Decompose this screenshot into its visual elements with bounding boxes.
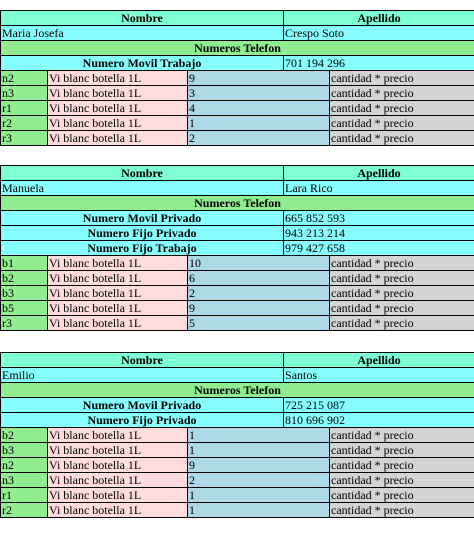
order-product: Vi blanc botella 1L bbox=[48, 316, 188, 331]
order-code: n2 bbox=[1, 71, 48, 86]
order-code: r2 bbox=[1, 503, 48, 518]
order-product: Vi blanc botella 1L bbox=[48, 256, 188, 271]
phone-label: Numero Fijo Privado bbox=[1, 413, 284, 428]
phone-number: 979 427 658 bbox=[284, 241, 474, 256]
order-formula: cantidad * precio bbox=[330, 71, 474, 86]
phone-number: 665 852 593 bbox=[284, 211, 474, 226]
order-formula: cantidad * precio bbox=[330, 271, 474, 286]
order-quantity: 3 bbox=[188, 86, 330, 101]
order-product: Vi blanc botella 1L bbox=[48, 86, 188, 101]
order-row bbox=[1, 488, 474, 503]
order-product: Vi blanc botella 1L bbox=[48, 458, 188, 473]
order-product: Vi blanc botella 1L bbox=[48, 443, 188, 458]
phone-label: Numero Fijo Trabajo bbox=[1, 241, 284, 256]
order-code: r1 bbox=[1, 101, 48, 116]
order-row bbox=[1, 131, 474, 146]
order-quantity: 2 bbox=[188, 473, 330, 488]
apellido-header: Apellido bbox=[284, 353, 474, 368]
order-product: Vi blanc botella 1L bbox=[48, 71, 188, 86]
order-row bbox=[1, 316, 474, 331]
apellido-header: Apellido bbox=[284, 11, 474, 26]
phone-label: Numero Movil Privado bbox=[1, 398, 284, 413]
order-product: Vi blanc botella 1L bbox=[48, 101, 188, 116]
order-code: b2 bbox=[1, 271, 48, 286]
order-product: Vi blanc botella 1L bbox=[48, 286, 188, 301]
customer-name: Emilio bbox=[1, 368, 284, 383]
order-code: n2 bbox=[1, 458, 48, 473]
order-code: r3 bbox=[1, 316, 48, 331]
customer-name: Manuela bbox=[1, 181, 284, 196]
order-product: Vi blanc botella 1L bbox=[48, 473, 188, 488]
order-product: Vi blanc botella 1L bbox=[48, 488, 188, 503]
customer-table bbox=[0, 10, 474, 146]
order-quantity: 9 bbox=[188, 301, 330, 316]
order-product: Vi blanc botella 1L bbox=[48, 271, 188, 286]
phone-number: 725 215 087 bbox=[284, 398, 474, 413]
order-product: Vi blanc botella 1L bbox=[48, 116, 188, 131]
order-quantity: 1 bbox=[188, 428, 330, 443]
order-code: r1 bbox=[1, 488, 48, 503]
customer-card bbox=[0, 10, 474, 146]
phone-label: Numero Movil Privado bbox=[1, 211, 284, 226]
order-row bbox=[1, 428, 474, 443]
order-formula: cantidad * precio bbox=[330, 86, 474, 101]
order-row bbox=[1, 271, 474, 286]
order-quantity: 1 bbox=[188, 503, 330, 518]
order-row bbox=[1, 473, 474, 488]
customer-surname: Lara Rico bbox=[284, 181, 474, 196]
order-quantity: 4 bbox=[188, 101, 330, 116]
order-code: r3 bbox=[1, 131, 48, 146]
order-quantity: 9 bbox=[188, 458, 330, 473]
order-product: Vi blanc botella 1L bbox=[48, 428, 188, 443]
customer-surname: Santos bbox=[284, 368, 474, 383]
phone-label: Numero Movil Trabajo bbox=[1, 56, 284, 71]
order-row bbox=[1, 286, 474, 301]
order-product: Vi blanc botella 1L bbox=[48, 131, 188, 146]
order-quantity: 6 bbox=[188, 271, 330, 286]
order-row bbox=[1, 458, 474, 473]
order-formula: cantidad * precio bbox=[330, 503, 474, 518]
order-row bbox=[1, 301, 474, 316]
order-formula: cantidad * precio bbox=[330, 458, 474, 473]
order-row bbox=[1, 86, 474, 101]
order-row bbox=[1, 443, 474, 458]
customer-table bbox=[0, 165, 474, 331]
nombre-header: Nombre bbox=[1, 353, 284, 368]
order-quantity: 2 bbox=[188, 131, 330, 146]
order-code: b2 bbox=[1, 428, 48, 443]
order-formula: cantidad * precio bbox=[330, 101, 474, 116]
order-quantity: 5 bbox=[188, 316, 330, 331]
customer-table bbox=[0, 352, 474, 518]
order-row bbox=[1, 116, 474, 131]
order-code: b3 bbox=[1, 443, 48, 458]
customer-card bbox=[0, 352, 474, 518]
order-formula: cantidad * precio bbox=[330, 473, 474, 488]
order-quantity: 1 bbox=[188, 116, 330, 131]
phone-number: 943 213 214 bbox=[284, 226, 474, 241]
order-row bbox=[1, 71, 474, 86]
order-formula: cantidad * precio bbox=[330, 116, 474, 131]
order-formula: cantidad * precio bbox=[330, 443, 474, 458]
order-quantity: 1 bbox=[188, 443, 330, 458]
order-row bbox=[1, 256, 474, 271]
order-code: n3 bbox=[1, 473, 48, 488]
order-formula: cantidad * precio bbox=[330, 301, 474, 316]
order-code: n3 bbox=[1, 86, 48, 101]
customer-card bbox=[0, 165, 474, 331]
order-formula: cantidad * precio bbox=[330, 428, 474, 443]
phones-header: Numeros Telefon bbox=[1, 196, 474, 211]
order-quantity: 1 bbox=[188, 488, 330, 503]
order-product: Vi blanc botella 1L bbox=[48, 503, 188, 518]
order-code: b5 bbox=[1, 301, 48, 316]
order-formula: cantidad * precio bbox=[330, 131, 474, 146]
order-quantity: 10 bbox=[188, 256, 330, 271]
order-row bbox=[1, 101, 474, 116]
phone-number: 810 696 902 bbox=[284, 413, 474, 428]
order-row bbox=[1, 503, 474, 518]
order-code: r2 bbox=[1, 116, 48, 131]
phones-header: Numeros Telefon bbox=[1, 41, 474, 56]
order-formula: cantidad * precio bbox=[330, 488, 474, 503]
phones-header: Numeros Telefon bbox=[1, 383, 474, 398]
nombre-header: Nombre bbox=[1, 11, 284, 26]
phone-number: 701 194 296 bbox=[284, 56, 474, 71]
order-product: Vi blanc botella 1L bbox=[48, 301, 188, 316]
order-code: b1 bbox=[1, 256, 48, 271]
order-formula: cantidad * precio bbox=[330, 316, 474, 331]
nombre-header: Nombre bbox=[1, 166, 284, 181]
customer-surname: Crespo Soto bbox=[284, 26, 474, 41]
apellido-header: Apellido bbox=[284, 166, 474, 181]
order-formula: cantidad * precio bbox=[330, 256, 474, 271]
order-formula: cantidad * precio bbox=[330, 286, 474, 301]
order-code: b3 bbox=[1, 286, 48, 301]
customer-name: Maria Josefa bbox=[1, 26, 284, 41]
phone-label: Numero Fijo Privado bbox=[1, 226, 284, 241]
order-quantity: 2 bbox=[188, 286, 330, 301]
order-quantity: 9 bbox=[188, 71, 330, 86]
